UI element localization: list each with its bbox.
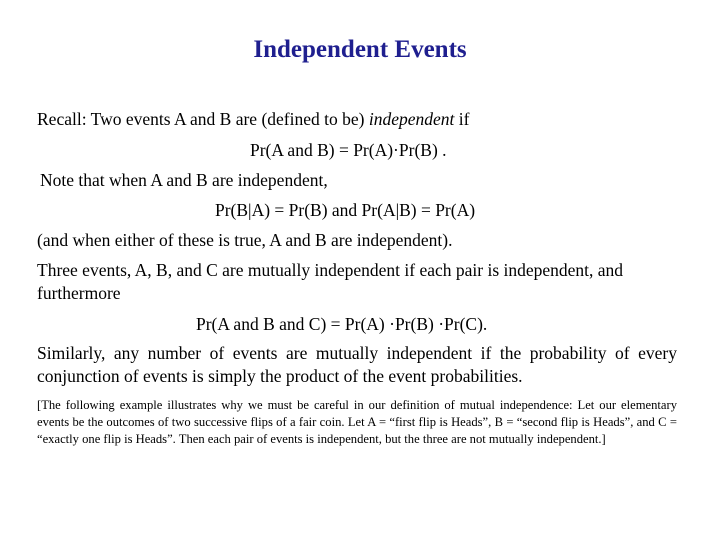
similarly-paragraph: Similarly, any number of events are mutually independent if the probability of every conjunction of events is simply the product of the event probabilities. bbox=[37, 343, 677, 386]
example-note: [The following example illustrates why we must be careful in our definition of mutual independence: Let our elementary events be the outcomes of two successive flips of a fair coin. Let A = “first flip is Heads”, B = “second flip is Heads”, and C = “exactly one flip is Heads”. Then each pair of events is independent, but the three are not mutually independent.] bbox=[37, 398, 677, 446]
three-events-paragraph: Three events, A, B, and C are mutually independent if each pair is independent, and furthermore bbox=[37, 260, 624, 303]
recall-prefix: Recall: Two events A and B are (defined to be) bbox=[37, 109, 369, 129]
recall-suffix: if bbox=[454, 109, 470, 129]
recall-emphasis: independent bbox=[368, 109, 455, 129]
converse-line: (and when either of these is true, A and B are independent). bbox=[37, 230, 453, 250]
recall-definition bbox=[37, 108, 469, 130]
slide-title: Independent Events bbox=[253, 36, 467, 63]
equation-conditional: Pr(B|A) = Pr(B) and Pr(A|B) = Pr(A) bbox=[215, 200, 476, 220]
equation-three: Pr(A and B and C) = Pr(A) ·Pr(B) ·Pr(C). bbox=[196, 314, 488, 334]
equation-and: Pr(A and B) = Pr(A)·Pr(B) . bbox=[250, 140, 447, 160]
note-line: Note that when A and B are independent, bbox=[40, 170, 328, 190]
